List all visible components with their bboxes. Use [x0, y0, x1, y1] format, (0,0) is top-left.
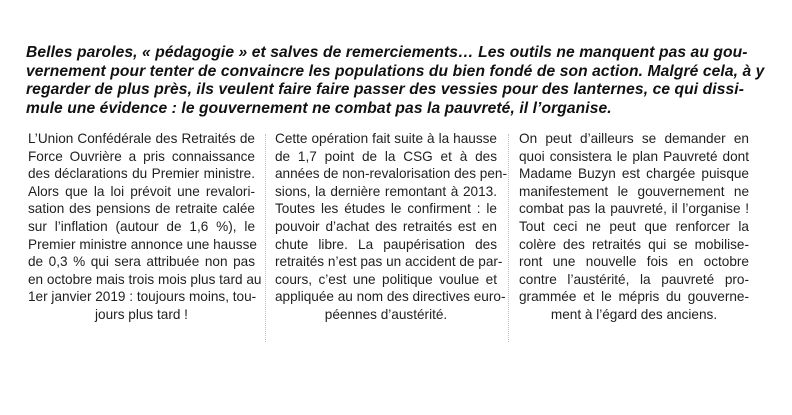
lead-line: mule une évidence : le gouvernement ne combat pas la pauvreté, il l’organise.	[26, 99, 612, 117]
lead-line: Belles paroles, « pédagogie » et salves de remerciements… Les outils ne manquent pas au gou-	[26, 44, 748, 61]
body-line: jours plus tard !	[95, 306, 188, 322]
body-line: manifestement le gouvernement ne	[519, 183, 749, 199]
body-line: années de non-revalorisation des pen-	[275, 166, 508, 182]
body-line: ront une nouvelle fois en octobre	[519, 254, 749, 270]
body-line: On peut d’ailleurs se demander en	[519, 131, 749, 146]
column-divider	[265, 134, 266, 342]
body-line: contre l’austérité, la pauvreté pro-	[519, 271, 749, 287]
body-line: Force Ouvrière a pris connaissance	[28, 148, 255, 164]
body-line: Premier ministre annonce une hausse	[28, 236, 257, 252]
body-line: colère des retraités qui se mobilise-	[519, 236, 749, 252]
body-line: Toutes les études le confirment : le	[275, 201, 497, 217]
body-line: ment à l’égard des anciens.	[550, 306, 718, 322]
body-line: de 1,7 point de la CSG et à des	[275, 148, 497, 164]
article-column-3	[519, 130, 749, 324]
body-line: appliquée au nom des directives euro-	[275, 289, 506, 305]
body-line: cours, c’est une politique voulue et	[275, 271, 497, 287]
article-column-2	[275, 130, 508, 324]
body-line: chute libre. La paupérisation des	[275, 236, 497, 252]
body-line: L’Union Confédérale des Retraités de	[28, 131, 255, 146]
body-line: de 0,3 % qui sera attribuée non pas	[28, 254, 255, 270]
body-line: grammée et le mépris du gouverne-	[519, 289, 749, 305]
body-line: sions, la dernière remontant à 2013.	[275, 183, 497, 199]
body-line: 1er janvier 2019 : toujours moins, tou-	[28, 289, 257, 305]
body-line: retraités n’est pas un accident de par-	[275, 254, 503, 270]
body-line: sation des pensions de retraite calée	[28, 201, 255, 217]
lead-line: vernement pour tenter de convaincre les populations du bien fondé de son action. Malgré cela, à y	[26, 62, 765, 80]
body-line: en octobre mais trois mois plus tard au	[28, 271, 262, 287]
body-line: Tout ceci ne peut que renforcer la	[519, 218, 749, 234]
body-line: combat pas la pauvreté, il l’organise !	[519, 201, 749, 217]
body-line: péennes d’austérité.	[324, 306, 448, 322]
body-line: Cette opération fait suite à la hausse	[275, 131, 497, 146]
body-line: Alors que la loi prévoit une revalori-	[28, 183, 255, 199]
body-line: pouvoir d’achat des retraités est en	[275, 218, 497, 234]
body-line: sur l’inflation (autour de 1,6 %), le	[28, 218, 255, 234]
column-divider	[508, 134, 509, 342]
article-column-1	[28, 130, 262, 324]
lead-paragraph	[26, 44, 766, 118]
body-line: des déclarations du Premier ministre.	[28, 166, 255, 182]
lead-line: regarder de plus près, ils veulent faire faire passer des vessies pour des lanternes, ce qui dissi-	[26, 81, 744, 98]
body-line: quoi consistera le plan Pauvreté dont	[519, 148, 749, 164]
body-line: Madame Buzyn est chargée puisque	[519, 166, 749, 182]
